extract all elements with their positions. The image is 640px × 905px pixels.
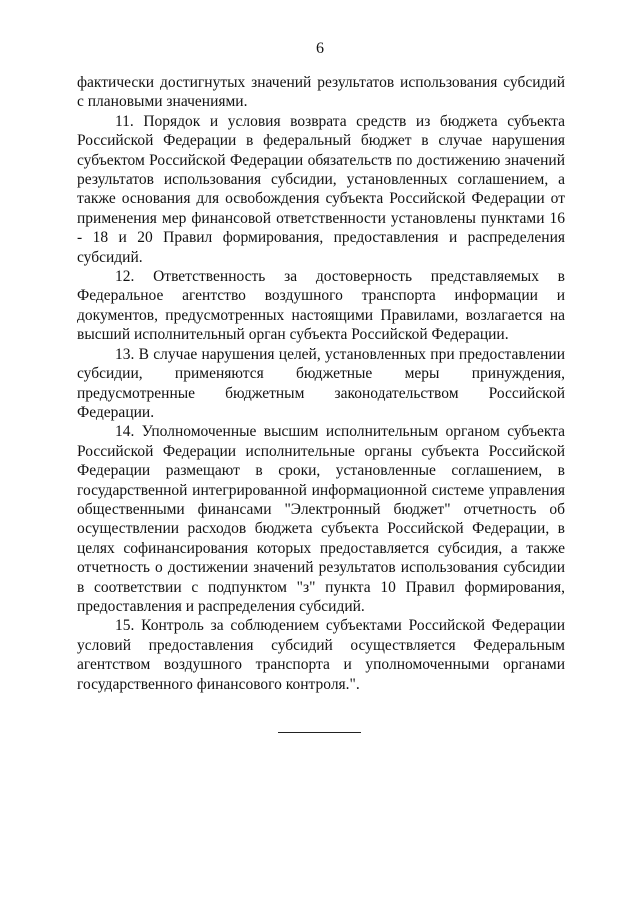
paragraph-14-reporting: 14. Уполномоченные высшим исполнительным органом субъекта Российской Федерации исполнительные органы субъекта Российской Федерации размещают в сроки, установленные соглашением, в государственной интегрированной информационной системе управления общественными финансами "Электронный бюджет" отчетность об осуществлении расходов бюджета субъекта Российской Федерации, в целях софинансирования которых предоставляется субсидия, а также отчетность о достижении значений результатов использования субсидии в соответствии с подпунктом "з" пункта 10 Правил формирования, предоставления и распределения субсидий.	[77, 423, 565, 615]
page-number: 6	[316, 40, 324, 57]
paragraph-13-budget-measures: 13. В случае нарушения целей, установленных при предоставлении субсидии, применяются бюджетные меры принуждения, предусмотренные бюджетным законодательством Российской Федерации.	[77, 345, 565, 421]
paragraph-12-responsibility: 12. Ответственность за достоверность представляемых в Федеральное агентство воздушного транспорта информации и документов, предусмотренных настоящими Правилами, возлагается на высший исполнительный орган субъекта Российской Федерации.	[77, 268, 565, 344]
paragraph-11-refund-conditions: 11. Порядок и условия возврата средств из бюджета субъекта Российской Федерации в федеральный бюджет в случае нарушения субъектом Российской Федерации обязательств по достижению значений результатов использования субсидии, установленных соглашением, а также основания для освобождения субъекта Российской Федерации от применения мер финансовой ответственности установлены пунктами 16 - 18 и 20 Правил формирования, предоставления и распределения субсидий.	[77, 112, 565, 266]
end-of-document-rule	[278, 732, 361, 733]
paragraph-15-control: 15. Контроль за соблюдением субъектами Российской Федерации условий предоставления субсидий осуществляется Федеральным агентством воздушного транспорта и уполномоченными органами государственного финансового контроля.".	[77, 617, 565, 693]
paragraph-continuation: фактически достигнутых значений результатов использования субсидий с плановыми значениями.	[77, 74, 565, 111]
document-body	[77, 73, 565, 694]
